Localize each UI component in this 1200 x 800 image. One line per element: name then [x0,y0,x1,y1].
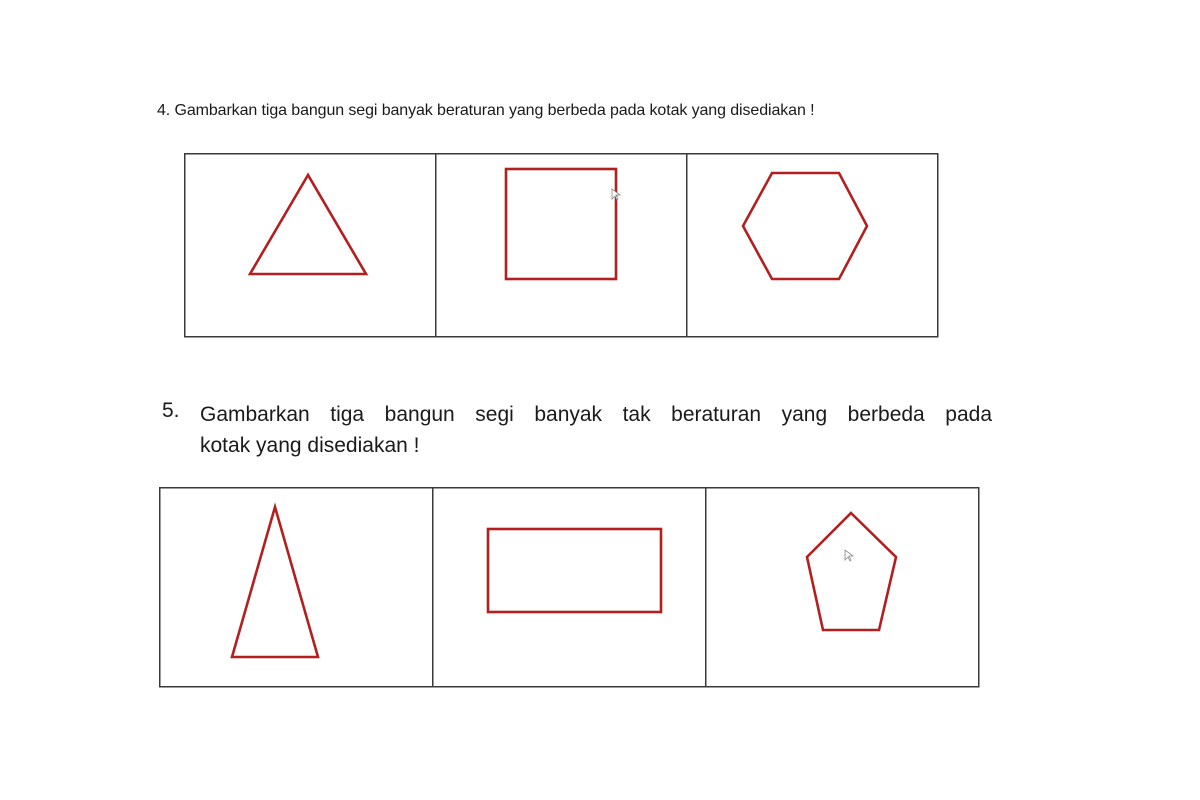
triangle-shape [250,175,366,274]
answer-cell-2 [433,488,706,687]
mouse-cursor-icon [845,550,853,561]
tall-triangle-shape [232,507,318,657]
question-5-line-2: kotak yang disediakan ! [200,434,420,457]
answer-cell-3 [687,154,938,337]
question-5-line-1: Gambarkan tiga bangun segi banyak tak beraturan yang berbeda pada [200,403,992,426]
answer-cell-3 [706,488,979,687]
hexagon-shape [743,173,867,279]
question-5-text [200,399,992,461]
square-shape [506,169,616,279]
question-4-text: 4. Gambarkan tiga bangun segi banyak beraturan yang berbeda pada kotak yang disediakan ! [157,102,815,119]
question-5-number: 5. [162,399,180,422]
pentagon-shape [807,513,896,630]
question-4-answer-table [184,153,939,338]
question-5-answer-table [159,487,981,689]
answer-cell-2 [436,154,687,337]
rectangle-shape [488,529,661,612]
